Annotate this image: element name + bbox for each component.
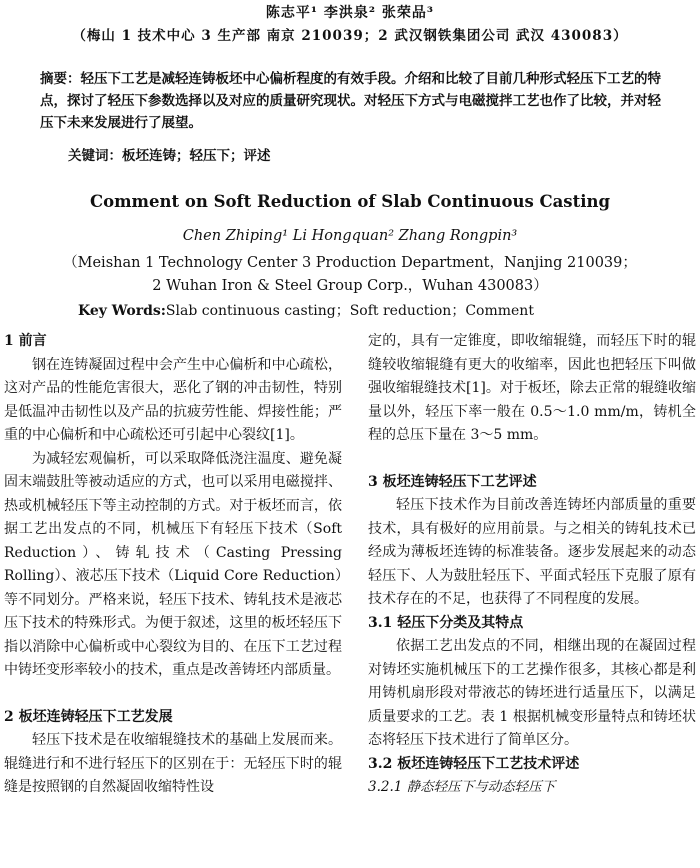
section-1-title: 1 前言 xyxy=(4,333,47,349)
abstract-label: 摘要： xyxy=(40,71,81,87)
abstract-cn xyxy=(40,68,670,134)
spacer xyxy=(368,448,696,471)
keywords-en-label: Key Words: xyxy=(78,303,166,319)
section-3-1-para: 依据工艺出发点的不同，相继出现的在凝固过程对铸坯实施机械压下的工艺操作很多，其核心都是利用铸机扇形段对带液芯的铸坯进行适量压下，以满足质量要求的工艺。表 1 根据机械变形量特点和铸坯状态将轻压下技术进行了简单区分。 xyxy=(368,638,696,748)
keywords-cn-label: 关键词： xyxy=(68,148,122,164)
section-3-title: 3 板坯连铸轻压下工艺评述 xyxy=(368,473,537,490)
section-2-para-continued: 定的，具有一定锥度，即收缩辊缝，而轻压下时的辊缝较收缩辊缝有更大的收缩率，因此也把轻压下叫做强收缩辊缝技术[1]。对于板坯，除去正常的辊缝收缩量以外，轻压下率一般在 0.5～1.0 mm/m，铸机全程的总压下量在 3～5 mm。 xyxy=(368,333,696,443)
right-column xyxy=(368,330,696,800)
left-column xyxy=(4,330,342,800)
section-3-para-1: 轻压下技术作为目前改善连铸坯内部质量的重要技术，具有极好的应用前景。与之相关的铸轧技术已经成为薄板坯连铸的标准装备。逐步发展起来的动态轻压下、人为鼓肚轻压下、平面式轻压下克服了原有技术存在的不足，也获得了不同程度的发展。 xyxy=(368,497,696,607)
section-2-para-1: 轻压下技术是在收缩辊缝技术的基础上发展而来。辊缝进行和不进行轻压下的区别在于：无轻压下时的辊缝是按照钢的自然凝固收缩特性设 xyxy=(4,732,342,795)
affiliation-en-line1: （Meishan 1 Technology Center 3 Production Department，Nanjing 210039； xyxy=(63,255,637,271)
authors-cn: 陈志平¹ 李洪泉² 张荣品³ xyxy=(265,5,435,21)
keywords-cn xyxy=(68,144,668,164)
section-3-1-title: 3.1 轻压下分类及其特点 xyxy=(368,614,524,631)
affiliation-en-line2: 2 Wuhan Iron & Steel Group Corp.，Wuhan 430083） xyxy=(152,278,548,294)
section-3-2-title: 3.2 板坯连铸轻压下工艺技术评述 xyxy=(368,755,580,772)
authors-en: Chen Zhiping¹ Li Hongquan² Zhang Rongpin³ xyxy=(182,228,518,244)
spacer xyxy=(4,683,342,706)
abstract-text: 轻压下工艺是减轻连铸板坯中心偏析程度的有效手段。介绍和比较了目前几种形式轻压下工艺的特点，探讨了轻压下参数选择以及对应的质量研究现状。对轻压下方式与电磁搅拌工艺也作了比较，并对轻压下未来发展进行了展望。 xyxy=(40,71,661,131)
section-2-title: 2 板坯连铸轻压下工艺发展 xyxy=(4,708,173,725)
title-en: Comment on Soft Reduction of Slab Continuous Casting xyxy=(89,192,611,211)
section-3-2-1-title: 3.2.1 静态轻压下与动态轻压下 xyxy=(368,779,556,795)
keywords-en-text: Slab continuous casting；Soft reduction；Comment xyxy=(165,303,534,319)
section-1-para-1: 钢在连铸凝固过程中会产生中心偏析和中心疏松，这对产品的性能危害很大，恶化了钢的冲击韧性，特别是低温冲击韧性以及产品的抗疲劳性能、焊接性能；严重的中心偏析和中心疏松还可引起中心裂纹[1]。 xyxy=(4,356,342,443)
keywords-cn-text: 板坯连铸；轻压下；评述 xyxy=(122,148,271,164)
section-1-para-2: 为减轻宏观偏析，可以采取降低浇注温度、避免凝固末端鼓肚等被动适应的方式，也可以采用电磁搅拌、热或机械轻压下等主动控制的方式。对于板坯而言，依据工艺出发点的不同，机械压下有轻压下技术（Soft Reduction）、铸轧技术（Casting Pressing Rolling）、液芯压下技术（Liquid Core Reduction）等不同划分。严格来说，轻压下技术、铸轧技术是液芯压下技术的特殊形式。为便于叙述，这里的板坯轻压下指以消除中心偏析或中心裂纹为目的、在压下工艺过程中铸坯变形率较小的技术，重点是改善铸坯内部质量。 xyxy=(4,450,342,678)
affiliation-cn: （梅山 1 技术中心 3 生产部 南京 210039；2 武汉钢铁集团公司 武汉 430083） xyxy=(72,28,628,44)
keywords-en xyxy=(78,300,678,320)
